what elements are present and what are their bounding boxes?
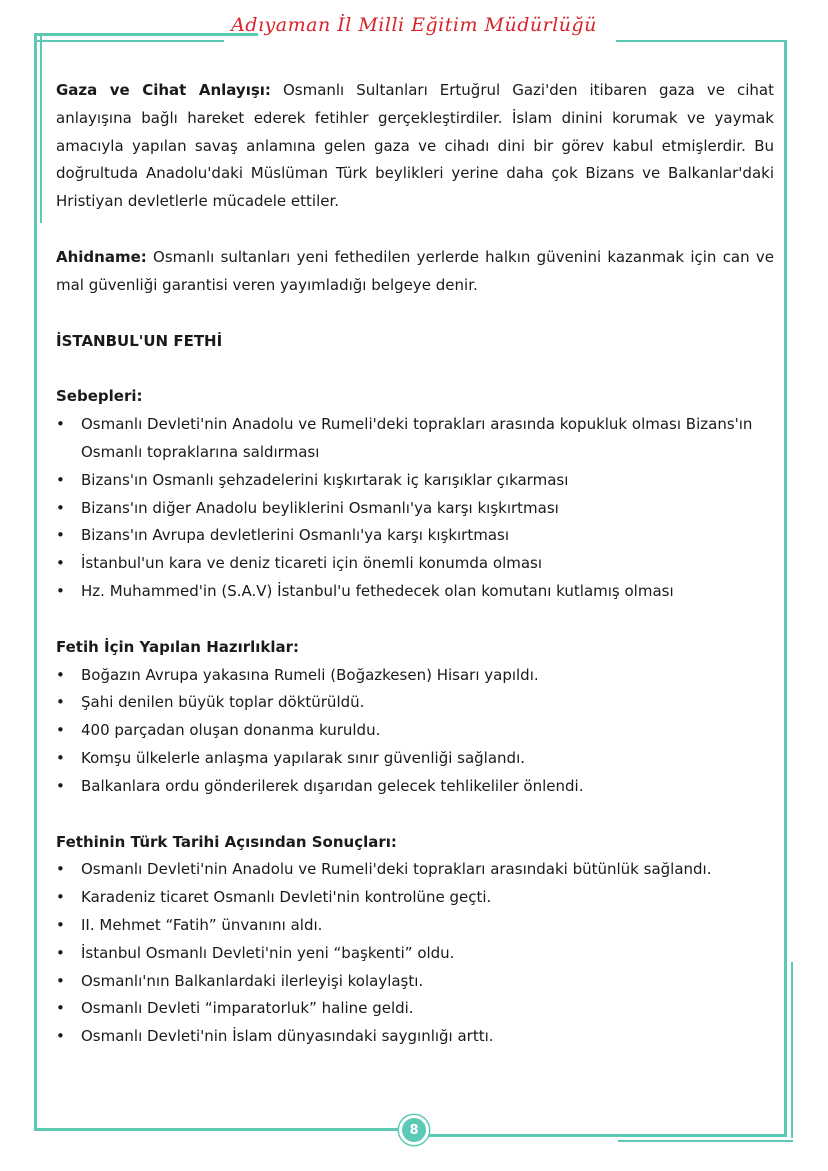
sonuclar-heading: Fethinin Türk Tarihi Açısından Sonuçları: (56, 832, 397, 851)
list-item: • Osmanlı Devleti “imparatorluk” haline geldi. (56, 995, 774, 1023)
list-item: • Bizans'ın Osmanlı şehzadelerini kışkırtarak iç karışıklar çıkarması (56, 467, 774, 495)
gaza-term: Gaza ve Cihat Anlayışı: (56, 81, 271, 99)
ahidname-term: Ahidname: (56, 247, 147, 266)
frame-bottom-right-bar (426, 1134, 787, 1137)
ahidname-text: Osmanlı sultanları yeni fethedilen yerlerde halkın güvenini kazanmak için can ve mal güvenliği garantisi veren yayımladığı belgeye denir. (56, 247, 774, 294)
gaza-text: Osmanlı Sultanları Ertuğrul Gazi'den itibaren gaza ve cihat anlayışına bağlı hareket ederek fetihler gerçekleştirdiler. İslam dinini korumak ve yaymak amacıyla yapılan savaş anlamına gelen gaza ve cihadı dini bir görev kabul etmişlerdir. Bu doğrultuda Anadolu'daki Müslüman Türk beylikleri yerine daha çok Bizans ve Balkanlar'daki Hristiyan devletlerle mücadele ettiler. (56, 81, 774, 211)
list-item: • Osmanlı Devleti'nin İslam dünyasındaki saygınlığı arttı. (56, 1023, 774, 1051)
section-title: İSTANBUL'UN FETHİ (56, 331, 223, 350)
list-item: • Osmanlı Devleti'nin Anadolu ve Rumeli'deki toprakları arasında kopukluk olması Bizans'ın Osmanlı topraklarına saldırması (56, 411, 774, 467)
ahidname-paragraph (56, 244, 774, 300)
list-item: • Karadeniz ticaret Osmanlı Devleti'nin kontrolüne geçti. (56, 884, 774, 912)
list-item: • Boğazın Avrupa yakasına Rumeli (Boğazkesen) Hisarı yapıldı. (56, 662, 774, 690)
sebepleri-heading: Sebepleri: (56, 387, 143, 406)
list-item: • İstanbul'un kara ve deniz ticareti için önemli konumda olması (56, 550, 774, 578)
list-item: • Şahi denilen büyük toplar döktürüldü. (56, 689, 774, 717)
list-item: • II. Mehmet “Fatih” ünvanını aldı. (56, 912, 774, 940)
list-item: • Balkanlara ordu gönderilerek dışarıdan gelecek tehlikeliler önlendi. (56, 773, 774, 801)
frame-top-right-bar (616, 40, 786, 42)
frame-right-bar-2 (791, 962, 793, 1138)
frame-top-left-bar-2 (34, 40, 224, 42)
hazirliklar-list (56, 662, 774, 801)
list-item: • Bizans'ın Avrupa devletlerini Osmanlı'ya karşı kışkırtması (56, 522, 774, 550)
frame-right-bar (784, 40, 787, 1135)
list-item: • İstanbul Osmanlı Devleti'nin yeni “başkenti” oldu. (56, 940, 774, 968)
frame-bottom-right-bar-2 (618, 1140, 793, 1142)
sebepleri-list (56, 411, 774, 606)
list-item: • Osmanlı Devleti'nin Anadolu ve Rumeli'deki toprakları arasındaki bütünlük sağlandı. (56, 856, 774, 884)
frame-left-bar-2 (40, 33, 42, 223)
sonuclar-list (56, 856, 774, 1051)
list-item: • Hz. Muhammed'in (S.A.V) İstanbul'u fethedecek olan komutanı kutlamış olması (56, 578, 774, 606)
frame-bottom-left-bar (34, 1128, 404, 1131)
gaza-paragraph (56, 77, 774, 216)
page-header-title: Adıyaman İl Milli Eğitim Müdürlüğü (231, 14, 597, 36)
frame-left-bar (34, 33, 37, 1128)
list-item: • Osmanlı'nın Balkanlardaki ilerleyişi kolaylaştı. (56, 968, 774, 996)
page-content (56, 77, 774, 1051)
hazirliklar-heading: Fetih İçin Yapılan Hazırlıklar: (56, 637, 300, 656)
page-number-badge: 8 (402, 1118, 426, 1142)
list-item: • 400 parçadan oluşan donanma kuruldu. (56, 717, 774, 745)
list-item: • Bizans'ın diğer Anadolu beyliklerini Osmanlı'ya karşı kışkırtması (56, 495, 774, 523)
list-item: • Komşu ülkelerle anlaşma yapılarak sınır güvenliği sağlandı. (56, 745, 774, 773)
